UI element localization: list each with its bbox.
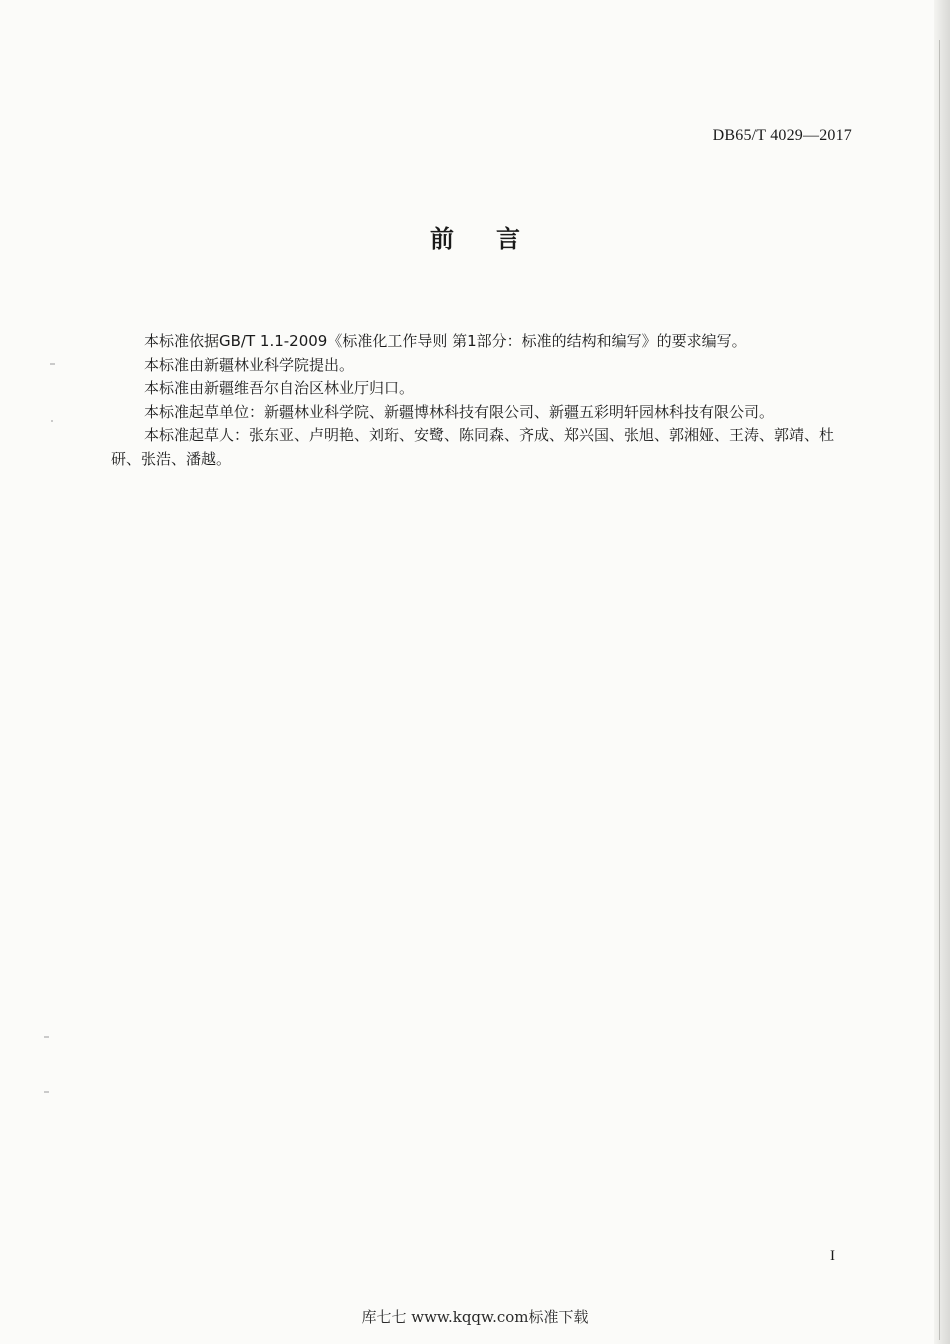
- paragraph-drafting-units: 本标准起草单位：新疆林业科学院、新疆博林科技有限公司、新疆五彩明轩园林科技有限公司。: [144, 402, 775, 421]
- page-title: 前言: [430, 225, 562, 253]
- document-code: DB65/T 4029—2017: [712, 127, 852, 144]
- paragraph-proposer: 本标准由新疆林业科学院提出。: [144, 355, 355, 374]
- paragraph-administrator: 本标准由新疆维吾尔自治区林业厅归口。: [144, 379, 415, 397]
- paragraph-basis: 本标准依据GB/T 1.1-2009《标准化工作导则 第1部分：标准的结构和编写》的要求编写。: [144, 332, 747, 350]
- paragraph-drafters: 本标准起草人：张东亚、卢明艳、刘珩、安鹭、陈同森、齐成、郑兴国、张旭、郭湘娅、王涛、郭靖、杜研、张浩、潘越。: [111, 426, 835, 468]
- foreword-body: [111, 330, 853, 471]
- watermark-text: 库七七 www.kqqw.com标准下载: [361, 1308, 589, 1326]
- page-number: I: [830, 1248, 835, 1264]
